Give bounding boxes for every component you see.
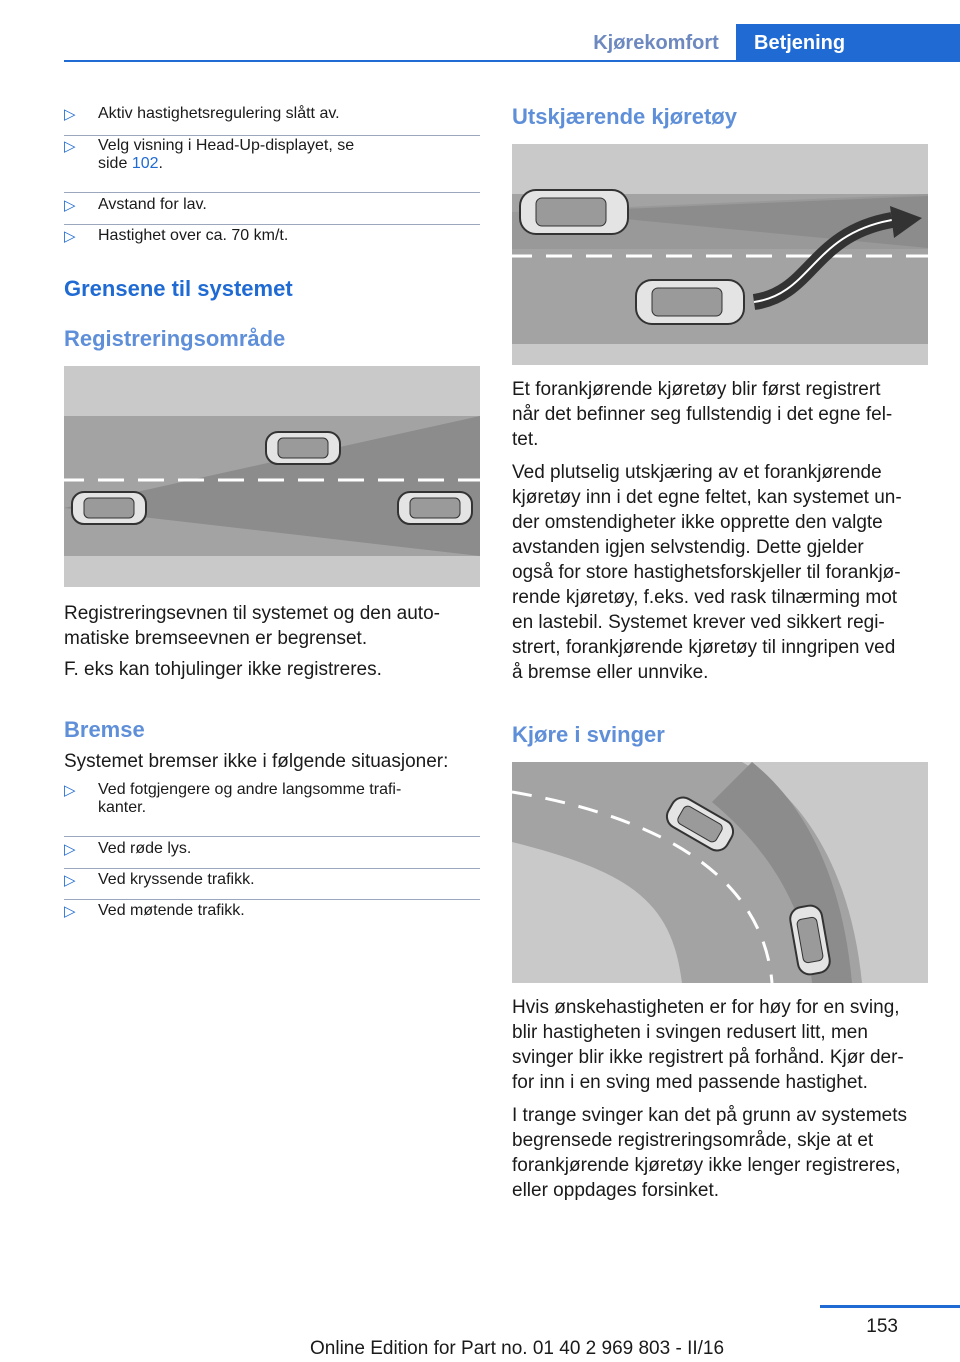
paragraph: Hvis ønskehastigheten er for høy for en sving, blir hastigheten i svingen redusert litt, men svinger blir ikke registrert på forhånd. Kjør der- for inn i en sving med passende hastighet. [512, 997, 904, 1093]
list-item [64, 902, 514, 920]
subsection-heading: Registreringsområde [64, 326, 286, 351]
list-item [64, 781, 514, 817]
triangle-right-icon: ▷ [64, 138, 76, 155]
paragraph: Et forankjørende kjøretøy blir først registrert når det befinner seg fullstendig i det egne fel- tet. [512, 379, 893, 450]
list-item [64, 840, 514, 858]
list-item [64, 196, 514, 214]
page-number: 153 [866, 1316, 898, 1337]
list-divider [64, 899, 480, 900]
car-icon [398, 492, 472, 524]
section-heading: Grensene til systemet [64, 276, 293, 301]
subsection-heading: Utskjærende kjøretøy [512, 104, 737, 129]
car-icon [266, 432, 340, 464]
edition-footer: Online Edition for Part no. 01 40 2 969 803 - II/16 [310, 1338, 725, 1359]
header-active-tab: Betjening [736, 24, 960, 62]
list-item: ▷ Velg visning i Head-Up-displayet, se side 102. [64, 137, 355, 172]
list-item-text: side [98, 155, 128, 172]
triangle-right-icon: ▷ [64, 782, 76, 799]
list-item-text: Aktiv hastighetsregulering slått av. [98, 105, 340, 122]
header-section-tab: Kjørekomfort [593, 32, 719, 54]
triangle-right-icon: ▷ [64, 197, 76, 214]
list-divider [64, 836, 480, 837]
list-divider [64, 224, 480, 225]
triangle-right-icon: ▷ [64, 228, 76, 245]
detection-range-figure [64, 366, 480, 587]
paragraph: I trange svinger kan det på grunn av systemets begrensede registreringsområde, skje at et forankjørende kjøretøy ikke lenger registreres, eller oppdages forsinket. [512, 1105, 907, 1201]
cut-in-vehicle-figure [512, 144, 928, 365]
paragraph: F. eks kan tohjulinger ikke registreres. [64, 659, 382, 680]
subsection-heading: Kjøre i svinger [512, 722, 665, 747]
list-item-text: Velg visning i Head-Up-displayet, se [98, 137, 355, 154]
triangle-right-icon: ▷ [64, 903, 76, 920]
page-ref-link[interactable]: 102 [131, 155, 159, 172]
list-item-text: Hastighet over ca. 70 km/t. [98, 227, 289, 244]
list-divider [64, 135, 480, 136]
triangle-right-icon: ▷ [64, 841, 76, 858]
car-icon [520, 190, 628, 234]
paragraph: Registreringsevnen til systemet og den auto- matiske bremseevnen er begrenset. [64, 603, 440, 649]
list-item [64, 871, 514, 889]
triangle-right-icon: ▷ [64, 106, 76, 123]
list-item-text: Avstand for lav. [98, 196, 207, 213]
list-item-text: Ved kryssende trafikk. [98, 871, 255, 888]
paragraph: Ved plutselig utskjæring av et forankjørende kjøretøy inn i det egne feltet, kan systemet un- der omstendigheter ikke opprette den valgte avstanden igjen selvstendig. Dette gjelder også for store hastighetsforskjeller til forankjø- rende kjøretøy, f.eks. ved rask tilnærming mot en lastebil. Systemet krever ved sikkert regi- strert, forankjørende kjøretøy til inngripen ved å bremse eller unnvike. [512, 462, 902, 683]
list-item [64, 227, 514, 245]
triangle-right-icon: ▷ [64, 872, 76, 889]
footer-rule [820, 1305, 960, 1308]
list-item-text: kanter. [98, 799, 147, 816]
subsection-heading: Bremse [64, 717, 145, 742]
list-divider [64, 868, 480, 869]
curve-driving-figure [512, 762, 928, 983]
car-icon [72, 492, 146, 524]
list-item-text: Ved fotgjengere og andre langsomme trafi- [98, 781, 402, 798]
car-icon [636, 280, 744, 324]
header-rule [64, 60, 960, 62]
paragraph: Systemet bremser ikke i følgende situasjoner: [64, 751, 449, 772]
list-divider [64, 192, 480, 193]
list-item-text: Ved røde lys. [98, 840, 192, 857]
list-item [64, 105, 514, 123]
list-item-text: Ved møtende trafikk. [98, 902, 245, 919]
